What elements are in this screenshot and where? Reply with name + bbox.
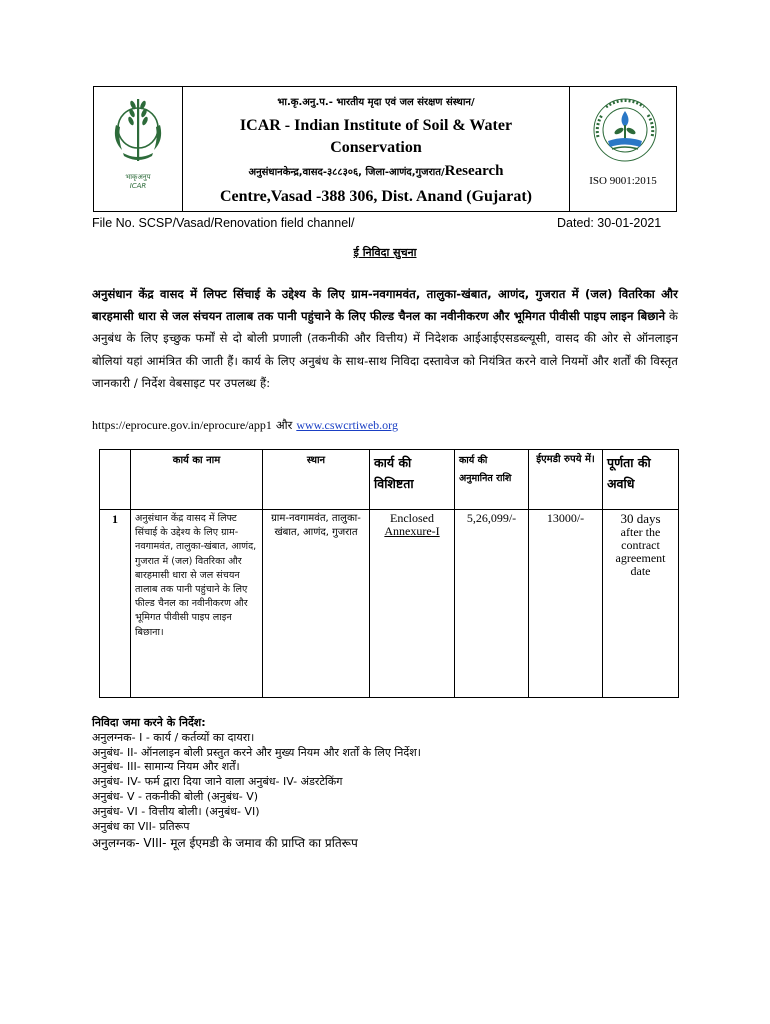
instruction-item: अनुबंध- VI - वित्तीय बोली। (अनुबंध- VI) (92, 804, 260, 818)
instruction-item: अनुबंध- IV- फर्म द्वारा दिया जाने वाला अनुबंध- IV- अंडरटेकिंग (92, 775, 343, 789)
icar-caption-hindi: भाकृअनुप (125, 173, 151, 181)
row-work-name: अनुसंधान केंद्र वासद में लिफ्ट सिंचाई के उद्देश्य के लिए ग्राम-नवगामवंत, तालुका-खंबात, आणंद, गुजरात में (जल) वितरिका और बारहमासी धारा से जल संचयन तालाब तक पानी पहुंचाने के लिए फील्ड चैनल का नवीनीकरण और भूमिगत पीवीसी पाइप लाइन बिछाना। (131, 510, 263, 698)
table-header-row (100, 450, 679, 510)
instruction-item: अनुबंध- III- सामान्य नियम और शर्तें। (92, 760, 240, 774)
paragraph-rest: के अनुबंध के लिए इच्छुक फर्मों से दो बोली प्रणाली (तकनीकी और वित्तीय) में निदेशक आईआईएसडब्ल्यूसी, वासद की ओर से ऑनलाइन बोलियां यहां आमंत्रित की जाती हैं। कार्य के लिए अनुबंध के साथ-साथ निविदा दस्तावेज को नियंत्रित करने वाले नियमों और शर्तों की विस्तृत जानकारी / निर्देश वेबसाइट पर उपलब्ध हैं: (92, 309, 678, 390)
icar-caption-english: ICAR (129, 182, 147, 190)
notice-title: ई निविदा सुचना (353, 246, 417, 259)
row-number: 1 (100, 510, 131, 698)
spec-annexure-link[interactable]: Annexure-I (384, 524, 440, 538)
instruction-item: अनुबंध- II- ऑनलाइन बोली प्रस्तुत करने और मुख्य नियम और शर्तों के लिए निर्देश। (92, 745, 421, 759)
instructions-heading: निविदा जमा करने के निर्देश: (92, 716, 206, 729)
row-completion-period (603, 510, 679, 698)
row-emd: 13000/- (529, 510, 603, 698)
letterhead-right-logo-cell (569, 87, 676, 211)
letterhead (93, 86, 677, 212)
and-text: और (275, 418, 293, 432)
period-rest: after the contract agreement date (615, 525, 666, 578)
paragraph-bold-part: अनुसंधान केंद्र वासद में लिफ्ट सिंचाई के उद्देश्य के लिए ग्राम-नवगामवंत, तालुका-खंबात, आणंद, गुजरात में (जल) वितरिका और बारहमासी धारा से जल संचयन तालाब तक पानी पहुंचाने के लिए फील्ड चैनल का नवीनीकरण और भूमिगत पीवीसी पाइप लाइन बिछाने (92, 287, 678, 324)
row-specification (370, 510, 455, 698)
period-days: 30 days (620, 511, 661, 526)
row-estimated-amount: 5,26,099/- (455, 510, 529, 698)
iso-certification: ISO 9001:2015 (589, 175, 657, 187)
letterhead-title-cell (182, 87, 570, 211)
header-work-name: कार्य का नाम (131, 450, 263, 510)
address-line2: Centre,Vasad -388 306, Dist. Anand (Gujarat) (219, 188, 532, 205)
file-number: File No. SCSP/Vasad/Renovation field channel/ (92, 216, 355, 230)
eprocure-link[interactable]: https://eprocure.gov.in/eprocure/app1 (92, 418, 272, 432)
instruction-item: अनुबंध- V - तकनीकी बोली (अनुबंध- V) (92, 789, 259, 803)
header-specification: कार्य की विशिष्टता (370, 450, 455, 510)
institute-name-line1: ICAR - Indian Institute of Soil & Water (239, 117, 513, 134)
url-line (92, 418, 398, 433)
institute-name-line2: Conservation (330, 139, 422, 156)
address-line1 (182, 163, 570, 180)
instruction-item: अनुबंध का VII- प्रतिरूप (92, 819, 190, 833)
address-hindi: अनुसंधानकेन्द्र,वासद-३८८३०६, जिला-आणंद,गुजरात/ (248, 167, 445, 178)
row-location: ग्राम-नवगामवंत, तालुका-खंबात, आणंद, गुजरात (263, 510, 370, 698)
institute-name-hindi: भा.कृ.अनु.प.- भारतीय मृदा एवं जल संरक्षण संस्थान/ (277, 97, 475, 108)
table-row (100, 510, 679, 698)
instruction-item-last: अनुलग्नक- VIII- मूल ईएमडी के जमाव की प्राप्ति का प्रतिरूप (92, 836, 358, 851)
instructions-block (92, 716, 692, 851)
header-emd: ईएमडी रुपये में। (529, 450, 603, 510)
iiswc-circular-logo-icon (592, 97, 658, 163)
spec-line1: Enclosed (390, 511, 434, 525)
header-estimated-amount: कार्य की अनुमानित राशि (455, 450, 529, 510)
header-location: स्थान (263, 450, 370, 510)
icar-wheat-logo-icon (108, 95, 168, 167)
date: Dated: 30-01-2021 (557, 216, 662, 230)
header-completion-period: पूर्णता की अवधि (603, 450, 679, 510)
institute-name-english (182, 115, 570, 159)
header-cell-no (100, 450, 131, 510)
notice-paragraph (92, 283, 678, 394)
tender-table (99, 449, 679, 698)
address-research: Research (444, 163, 504, 179)
cswcrti-link[interactable]: www.cswcrtiweb.org (296, 418, 398, 432)
instruction-item: अनुलग्नक- I - कार्य / कर्तव्यों का दायरा। (92, 730, 255, 744)
letterhead-left-logo-cell (94, 87, 183, 211)
